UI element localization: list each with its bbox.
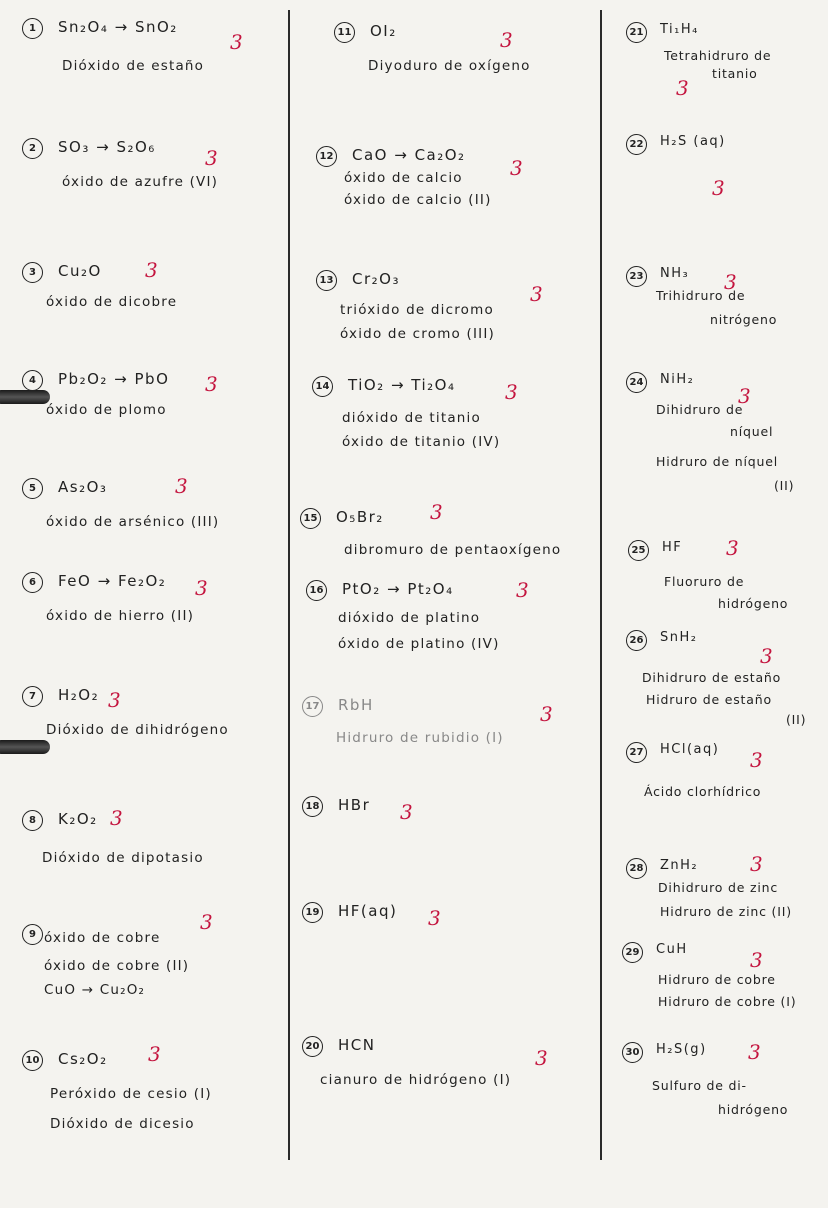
chemical-formula: H₂S(g) (656, 1042, 707, 1057)
exercise-number: 17 (302, 696, 323, 717)
chemical-formula: FeO → Fe₂O₂ (58, 572, 167, 590)
chemical-formula: Sn₂O₄ → SnO₂ (58, 18, 178, 36)
compound-name: Sulfuro de di- (652, 1078, 747, 1093)
grading-mark: 3 (510, 156, 523, 180)
compound-name: hidrógeno (718, 596, 789, 611)
grading-mark: 3 (760, 644, 773, 668)
exercise-number: 2 (22, 138, 43, 159)
exercise-number: 19 (302, 902, 323, 923)
compound-name: Fluoruro de (664, 574, 745, 589)
exercise-number: 11 (334, 22, 355, 43)
chemical-formula: Pb₂O₂ → PbO (58, 370, 170, 388)
compound-name: Dihidruro de zinc (658, 880, 779, 895)
binder-ring (0, 740, 50, 754)
compound-name: óxido de calcio (II) (344, 192, 492, 208)
chemical-formula: HCl(aq) (660, 742, 720, 757)
grading-mark: 3 (148, 1042, 161, 1066)
grading-mark: 3 (750, 948, 763, 972)
compound-name: óxido de calcio (344, 170, 463, 186)
compound-name: Dióxido de estaño (62, 58, 205, 74)
compound-name: Hidruro de cobre (I) (658, 994, 797, 1009)
exercise-number: 24 (626, 372, 647, 393)
compound-name: Trihidruro de (656, 288, 746, 303)
chemical-formula: SO₃ → S₂O₆ (58, 138, 156, 156)
grading-mark: 3 (724, 270, 737, 294)
compound-name: níquel (730, 424, 774, 439)
chemical-formula: NH₃ (660, 266, 690, 281)
compound-name: Ácido clorhídrico (644, 784, 762, 799)
compound-name: Hidruro de zinc (II) (660, 904, 792, 919)
compound-name: óxido de cobre (44, 930, 161, 946)
compound-name: hidrógeno (718, 1102, 789, 1117)
compound-name: trióxido de dicromo (340, 302, 494, 318)
exercise-number: 10 (22, 1050, 43, 1071)
chemical-formula: TiO₂ → Ti₂O₄ (348, 376, 456, 394)
exercise-number: 23 (626, 266, 647, 287)
exercise-number: 6 (22, 572, 43, 593)
exercise-number: 4 (22, 370, 43, 391)
exercise-number: 5 (22, 478, 43, 499)
compound-name: Dihidruro de estaño (642, 670, 782, 685)
chemical-formula: Cs₂O₂ (58, 1050, 108, 1068)
exercise-number: 20 (302, 1036, 323, 1057)
chemical-formula: CuH (656, 942, 688, 957)
grading-mark: 3 (200, 910, 213, 934)
grading-mark: 3 (430, 500, 443, 524)
exercise-number: 28 (626, 858, 647, 879)
grading-mark: 3 (540, 702, 553, 726)
compound-name: Hidruro de estaño (646, 692, 772, 707)
grading-mark: 3 (726, 536, 739, 560)
chemical-formula: H₂S (aq) (660, 134, 726, 149)
grading-mark: 3 (516, 578, 529, 602)
grading-mark: 3 (195, 576, 208, 600)
exercise-number: 3 (22, 262, 43, 283)
chemical-formula: Cr₂O₃ (352, 270, 400, 288)
binder-ring (0, 390, 50, 404)
exercise-number: 9 (22, 924, 43, 945)
compound-name: óxido de azufre (VI) (62, 174, 219, 190)
chemical-formula: NiH₂ (660, 372, 695, 387)
compound-name: cianuro de hidrógeno (I) (320, 1072, 512, 1088)
grading-mark: 3 (230, 30, 243, 54)
compound-name: óxido de platino (IV) (338, 636, 500, 652)
grading-mark: 3 (750, 748, 763, 772)
grading-mark: 3 (500, 28, 513, 52)
exercise-number: 26 (626, 630, 647, 651)
grading-mark: 3 (748, 1040, 761, 1064)
exercise-number: 21 (626, 22, 647, 43)
exercise-number: 18 (302, 796, 323, 817)
exercise-number: 30 (622, 1042, 643, 1063)
compound-name: óxido de cobre (II) (44, 958, 190, 974)
exercise-number: 7 (22, 686, 43, 707)
compound-name: dibromuro de pentaoxígeno (344, 542, 562, 558)
grading-mark: 3 (145, 258, 158, 282)
compound-name: óxido de cromo (III) (340, 326, 495, 342)
chemical-formula: K₂O₂ (58, 810, 98, 828)
grading-mark: 3 (676, 76, 689, 100)
compound-name: dióxido de platino (338, 610, 481, 626)
grading-mark: 3 (205, 372, 218, 396)
grading-mark: 3 (750, 852, 763, 876)
grading-mark: 3 (738, 384, 751, 408)
chemical-formula: HBr (338, 796, 371, 814)
chemical-formula: H₂O₂ (58, 686, 100, 704)
compound-name: titanio (712, 66, 758, 81)
chemical-formula: CaO → Ca₂O₂ (352, 146, 466, 164)
chemical-formula: HCN (338, 1036, 376, 1054)
compound-name: Dióxido de dihidrógeno (46, 722, 229, 738)
grading-mark: 3 (400, 800, 413, 824)
exercise-number: 15 (300, 508, 321, 529)
compound-name: dióxido de titanio (342, 410, 481, 426)
exercise-number: 8 (22, 810, 43, 831)
compound-name: Dióxido de dicesio (50, 1116, 195, 1132)
chemical-formula: HF(aq) (338, 902, 398, 920)
chemical-formula: As₂O₃ (58, 478, 108, 496)
compound-name: CuO → Cu₂O₂ (44, 982, 146, 998)
compound-name: Dihidruro de (656, 402, 744, 417)
exercise-number: 14 (312, 376, 333, 397)
chemical-formula: Ti₁H₄ (660, 22, 699, 37)
grading-mark: 3 (175, 474, 188, 498)
chemical-formula: Cu₂O (58, 262, 102, 280)
compound-name: Dióxido de dipotasio (42, 850, 204, 866)
grading-mark: 3 (428, 906, 441, 930)
chemical-formula: RbH (338, 696, 374, 714)
exercise-number: 27 (626, 742, 647, 763)
grading-mark: 3 (530, 282, 543, 306)
grading-mark: 3 (110, 806, 123, 830)
grading-mark: 3 (205, 146, 218, 170)
compound-name: Hidruro de rubidio (I) (336, 730, 504, 746)
chemical-formula: PtO₂ → Pt₂O₄ (342, 580, 454, 598)
compound-name: Diyoduro de oxígeno (368, 58, 531, 74)
exercise-number: 16 (306, 580, 327, 601)
exercise-number: 25 (628, 540, 649, 561)
column-divider-2 (600, 10, 602, 1160)
chemical-formula: HF (662, 540, 683, 555)
column-divider-1 (288, 10, 290, 1160)
grading-mark: 3 (505, 380, 518, 404)
compound-name: (II) (786, 712, 807, 727)
exercise-number: 29 (622, 942, 643, 963)
compound-name: óxido de plomo (46, 402, 167, 418)
compound-name: óxido de dicobre (46, 294, 178, 310)
exercise-number: 22 (626, 134, 647, 155)
compound-name: Tetrahidruro de (664, 48, 772, 63)
exercise-number: 12 (316, 146, 337, 167)
compound-name: Hidruro de cobre (658, 972, 776, 987)
compound-name: (II) (774, 478, 795, 493)
exercise-number: 13 (316, 270, 337, 291)
compound-name: óxido de arsénico (III) (46, 514, 220, 530)
compound-name: Hidruro de níquel (656, 454, 778, 469)
compound-name: óxido de titanio (IV) (342, 434, 501, 450)
chemical-formula: OI₂ (370, 22, 397, 40)
compound-name: óxido de hierro (II) (46, 608, 195, 624)
compound-name: Peróxido de cesio (I) (50, 1086, 212, 1102)
grading-mark: 3 (535, 1046, 548, 1070)
grading-mark: 3 (712, 176, 725, 200)
grading-mark: 3 (108, 688, 121, 712)
chemical-formula: ZnH₂ (660, 858, 699, 873)
chemical-formula: SnH₂ (660, 630, 698, 645)
chemical-formula: O₅Br₂ (336, 508, 384, 526)
exercise-number: 1 (22, 18, 43, 39)
compound-name: nitrógeno (710, 312, 778, 327)
